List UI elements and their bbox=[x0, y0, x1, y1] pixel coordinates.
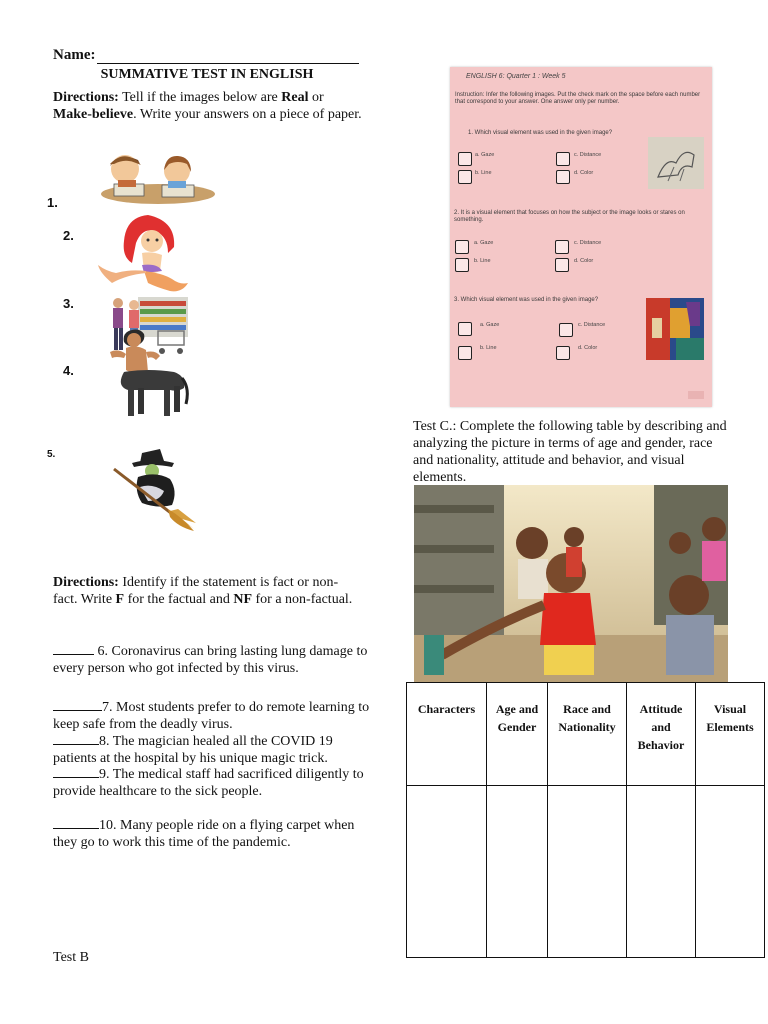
cell-attitude-behavior[interactable] bbox=[627, 786, 696, 958]
checkbox-q3-a[interactable] bbox=[458, 322, 472, 336]
statement-10 bbox=[53, 815, 373, 851]
test-b-label: Test B bbox=[53, 950, 89, 965]
answer-blank-7[interactable] bbox=[53, 697, 102, 711]
answer-blank-8[interactable] bbox=[53, 731, 99, 745]
statement-7 bbox=[53, 697, 373, 733]
or-text: or bbox=[308, 90, 324, 105]
worksheet-header: ENGLISH 6: Quarter 1 : Week 5 bbox=[466, 73, 566, 80]
option-q3-d: d. Color bbox=[578, 345, 598, 351]
mermaid-image bbox=[96, 213, 196, 297]
header-age-gender bbox=[487, 683, 548, 786]
item-number-4: 4. bbox=[63, 363, 74, 378]
header-race-nationality bbox=[548, 683, 627, 786]
painting-thumbnail-icon bbox=[646, 298, 704, 360]
answer-blank-6[interactable] bbox=[53, 641, 94, 655]
worksheet-image bbox=[450, 67, 712, 407]
option-q1-c: c. Distance bbox=[574, 152, 602, 158]
children-reading-image bbox=[98, 152, 216, 206]
worksheet-question-2: 2. It is a visual element that focuses on how the subject or the image looks or stares on something. bbox=[454, 210, 685, 223]
header-attitude-behavior-text: Attitude and Behavior bbox=[637, 702, 685, 752]
cell-race-nationality[interactable] bbox=[548, 786, 627, 958]
directions-text: Tell if the images below are bbox=[118, 90, 282, 105]
checkbox-q1-a[interactable] bbox=[458, 152, 472, 166]
statement-9 bbox=[53, 764, 373, 800]
nf-keyword: NF bbox=[233, 592, 253, 607]
statement-10-text: 10. Many people ride on a flying carpet when they go to work this time of the pandemic. bbox=[53, 818, 355, 850]
worksheet-instruction: Instruction: Infer the following images. Put the check mark on the space before each number that correspond to your answer. One answer only per number. bbox=[455, 92, 701, 105]
item-number-1: 1. bbox=[47, 195, 58, 210]
header-characters: Characters bbox=[407, 683, 487, 786]
checkbox-q2-d[interactable] bbox=[555, 258, 569, 272]
cell-characters[interactable] bbox=[407, 786, 487, 958]
statement-9-text: 9. The medical staff had sacrificed diligently to provide healthcare to the sick people. bbox=[53, 767, 364, 799]
cell-age-gender[interactable] bbox=[487, 786, 548, 958]
real-keyword: Real bbox=[281, 90, 309, 105]
checkbox-q1-b[interactable] bbox=[458, 170, 472, 184]
item-number-2: 2. bbox=[63, 228, 74, 243]
cell-visual-elements[interactable] bbox=[696, 786, 765, 958]
directions-b-text-1: Identify if the statement is fact or non-fact. Write bbox=[53, 575, 339, 607]
checkbox-q2-a[interactable] bbox=[455, 240, 469, 254]
checkbox-q3-c[interactable] bbox=[559, 323, 573, 337]
name-label: Name: bbox=[53, 47, 96, 63]
f-keyword: F bbox=[115, 592, 125, 607]
analysis-table bbox=[406, 682, 765, 958]
name-blank-line[interactable] bbox=[97, 49, 359, 64]
table-header-row bbox=[407, 683, 765, 786]
test-c-text: : Complete the following table by describing and analyzing the picture in terms of age and gender, race and nationality, attitude and behavior, and visual elements. bbox=[413, 419, 727, 485]
option-q3-b: b. Line bbox=[480, 345, 497, 351]
checkbox-q2-b[interactable] bbox=[455, 258, 469, 272]
option-q3-c: c. Distance bbox=[578, 322, 606, 328]
answer-blank-9[interactable] bbox=[53, 764, 99, 778]
test-c-label: Test C. bbox=[413, 419, 453, 434]
make-believe-keyword: Make-believe bbox=[53, 107, 134, 122]
option-q3-a: a. Gaze bbox=[480, 322, 500, 328]
checkbox-q3-d[interactable] bbox=[556, 346, 570, 360]
option-q2-c: c. Distance bbox=[574, 240, 602, 246]
sketch-thumbnail-icon bbox=[648, 137, 704, 189]
worksheet-logo bbox=[688, 391, 704, 399]
item-number-5: 5. bbox=[47, 449, 56, 460]
option-q1-a: a. Gaze bbox=[475, 152, 495, 158]
table-answer-row bbox=[407, 786, 765, 958]
name-field bbox=[53, 47, 363, 64]
statement-6 bbox=[53, 641, 373, 677]
statement-8-text: 8. The magician healed all the COVID 19 patients at the hospital by his unique magic trick. bbox=[53, 734, 333, 766]
checkbox-q1-d[interactable] bbox=[556, 170, 570, 184]
statement-7-text: 7. Most students prefer to do remote learning to keep safe from the deadly virus. bbox=[53, 700, 370, 732]
directions-label-b: Directions: bbox=[53, 575, 119, 590]
centaur-image bbox=[108, 328, 190, 420]
header-age-gender-text: Age and Gender bbox=[495, 702, 539, 734]
test-c-instructions bbox=[413, 418, 731, 486]
option-q2-a: a. Gaze bbox=[474, 240, 494, 246]
statement-6-text: 6. Coronavirus can bring lasting lung damage to every person who got infected by this virus. bbox=[53, 644, 368, 676]
worksheet-question-3: 3. Which visual element was used in the given image? bbox=[454, 297, 599, 303]
option-q1-b: b. Line bbox=[475, 170, 492, 176]
witch-on-broom-image bbox=[112, 447, 198, 531]
page-title: SUMMATIVE TEST IN ENGLISH bbox=[100, 67, 314, 82]
option-q2-d: d. Color bbox=[574, 258, 594, 264]
test-b-directions bbox=[53, 574, 353, 608]
item-number-3: 3. bbox=[63, 296, 74, 311]
header-attitude-behavior bbox=[627, 683, 696, 786]
option-q2-b: b. Line bbox=[474, 258, 491, 264]
directions-label: Directions: bbox=[53, 90, 119, 105]
worksheet-question-1: 1. Which visual element was used in the given image? bbox=[468, 130, 613, 136]
directions-text-end: . Write your answers on a piece of paper. bbox=[133, 107, 362, 122]
option-q1-d: d. Color bbox=[574, 170, 594, 176]
answer-blank-10[interactable] bbox=[53, 815, 99, 829]
checkbox-q2-c[interactable] bbox=[555, 240, 569, 254]
directions-b-text-3: for a non-factual. bbox=[252, 592, 353, 607]
children-playing-photo bbox=[414, 485, 728, 683]
header-visual-elements-text: Visual Elements bbox=[706, 702, 754, 734]
header-visual-elements bbox=[696, 683, 765, 786]
checkbox-q3-b[interactable] bbox=[458, 346, 472, 360]
header-race-nationality-text: Race and Nationality bbox=[558, 702, 616, 734]
test-a-directions bbox=[53, 89, 365, 123]
directions-b-text-2: for the factual and bbox=[124, 592, 234, 607]
checkbox-q1-c[interactable] bbox=[556, 152, 570, 166]
statement-8 bbox=[53, 731, 373, 767]
